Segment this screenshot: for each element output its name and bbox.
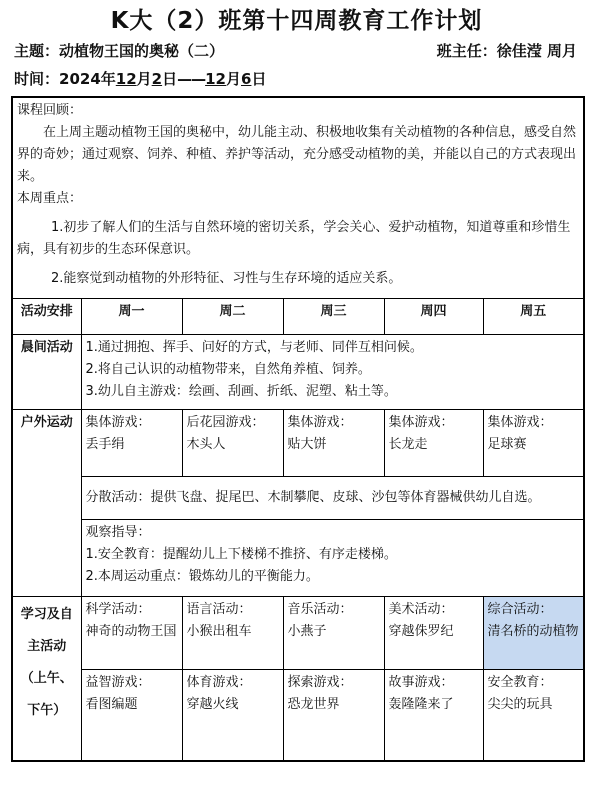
- activity-name: 穿越火线: [186, 697, 239, 712]
- study-cell: [283, 597, 384, 670]
- review-text: 在上周主题动植物王国的奥秘中，幼儿能主动、积极地收集有关动植物的各种信息，感受自然界的奇妙；通过观察、饲养、种植、养护等活动，充分感受动植物的美，并能以自己的方式表现出来。: [17, 125, 577, 184]
- study-cell: [283, 670, 384, 762]
- outdoor-game-cell: [81, 410, 182, 477]
- morning-row: [12, 335, 584, 410]
- outdoor-games-row: [12, 410, 584, 477]
- study-label-line: 主活动: [27, 639, 67, 654]
- activity-name: 看图编题: [85, 697, 138, 712]
- study-cell: [81, 670, 182, 762]
- game-name: 足球赛: [487, 437, 527, 452]
- study-cell-highlighted: [483, 597, 584, 670]
- activity-name: 清名桥的动植物: [487, 624, 579, 639]
- outdoor-free: [81, 477, 584, 520]
- teacher-value: 徐佳滢 周月: [496, 42, 577, 60]
- activity-type: 综合活动：: [487, 602, 553, 617]
- activity-type: 探索游戏：: [287, 675, 353, 690]
- date-end-month: 12: [205, 70, 226, 88]
- guide-line: 观察指导：: [85, 525, 151, 540]
- plan-table: [11, 96, 585, 762]
- activity-type: 故事游戏：: [388, 675, 454, 690]
- teacher-line: [437, 40, 577, 61]
- activity-name: 小燕子: [287, 624, 327, 639]
- date-start-month: 12: [115, 70, 137, 88]
- game-type: 后花园游戏：: [186, 415, 265, 430]
- activity-name: 轰隆隆来了: [388, 697, 454, 712]
- game-type: 集体游戏：: [388, 415, 454, 430]
- study-label-line: 下午）: [27, 703, 67, 718]
- study-cell: [81, 597, 182, 670]
- theme-value: 动植物王国的奥秘（二）: [59, 42, 225, 60]
- game-type: 集体游戏：: [487, 415, 553, 430]
- guide-line: 1.安全教育：提醒幼儿上下楼梯不推挤、有序走楼梯。: [85, 547, 397, 562]
- header-label: 活动安排: [12, 299, 81, 335]
- activity-name: 恐龙世界: [287, 697, 340, 712]
- game-name: 木头人: [186, 437, 226, 452]
- theme-line: [14, 40, 224, 61]
- study-label: [12, 597, 81, 762]
- study-label-line: 学习及自: [20, 607, 73, 622]
- activity-name: 穿越侏罗纪: [388, 624, 454, 639]
- focus-heading: 本周重点：: [17, 191, 83, 206]
- outdoor-game-cell: [283, 410, 384, 477]
- theme-label: 主题：: [14, 42, 60, 60]
- activity-type: 体育游戏：: [186, 675, 252, 690]
- review-heading: 课程回顾：: [17, 103, 83, 118]
- activity-name: 神奇的动物王国: [85, 624, 177, 639]
- date-month-char-2: 月: [225, 70, 241, 88]
- activity-type: 安全教育：: [487, 675, 553, 690]
- date-day-char-2: 日: [251, 70, 267, 88]
- date-end-day: 6: [241, 70, 252, 88]
- activity-type: 语言活动：: [186, 602, 252, 617]
- guide-line: 2.本周运动重点：锻炼幼儿的平衡能力。: [85, 569, 319, 584]
- page-title: K大（2）班第十四周教育工作计划: [110, 8, 483, 34]
- study-cell: [182, 670, 283, 762]
- outdoor-label: 户外运动: [12, 410, 81, 597]
- teacher-label: 班主任：: [436, 42, 497, 60]
- activity-type: 科学活动：: [85, 602, 151, 617]
- review-cell: [12, 97, 584, 299]
- study-row-1: [12, 597, 584, 670]
- study-cell: [182, 597, 283, 670]
- morning-line: 2.将自己认识的动植物带来，自然角养植、饲养。: [85, 362, 371, 377]
- outdoor-free-row: [12, 477, 584, 520]
- study-cell: [384, 597, 483, 670]
- day-fri: 周五: [483, 299, 584, 335]
- date-label: 时间：: [14, 70, 60, 88]
- focus-item: 2.能察觉到动植物的外形特征、习性与生存环境的适应关系。: [51, 271, 402, 286]
- date-year: 2024年: [59, 70, 116, 88]
- date-separator: ——: [177, 70, 206, 88]
- day-mon: 周一: [81, 299, 182, 335]
- date-day-char: 日: [162, 70, 178, 88]
- game-name: 贴大饼: [287, 437, 327, 452]
- study-cell: [384, 670, 483, 762]
- study-row-2: [12, 670, 584, 762]
- day-wed: 周三: [283, 299, 384, 335]
- morning-label: 晨间活动: [12, 335, 81, 410]
- review-row: [12, 97, 584, 299]
- header-row: [12, 299, 584, 335]
- morning-content: [81, 335, 584, 410]
- outdoor-guide: [81, 520, 584, 597]
- outdoor-game-cell: [384, 410, 483, 477]
- outdoor-guide-row: [12, 520, 584, 597]
- date-month-char: 月: [136, 70, 152, 88]
- activity-type: 益智游戏：: [85, 675, 151, 690]
- activity-name: 小猴出租车: [186, 624, 252, 639]
- outdoor-game-cell: [182, 410, 283, 477]
- date-start-day: 2: [151, 70, 163, 88]
- date-line: [14, 68, 266, 89]
- free-activity-text: 分散活动：提供飞盘、捉尾巴、木制攀爬、皮球、沙包等体育器械供幼儿自选。: [85, 490, 541, 505]
- outdoor-game-cell: [483, 410, 584, 477]
- day-thu: 周四: [384, 299, 483, 335]
- game-type: 集体游戏：: [85, 415, 151, 430]
- activity-type: 音乐活动：: [287, 602, 353, 617]
- game-type: 集体游戏：: [287, 415, 353, 430]
- focus-item: 1.初步了解人们的生活与自然环境的密切关系，学会关心、爱护动植物，知道尊重和珍惜生病，具有初步的生态环保意识。: [17, 220, 571, 257]
- activity-type: 美术活动：: [388, 602, 454, 617]
- morning-line: 1.通过拥抱、挥手、问好的方式，与老师、同伴互相问候。: [85, 340, 423, 355]
- morning-line: 3.幼儿自主游戏：绘画、刮画、折纸、泥塑、粘土等。: [85, 384, 397, 399]
- activity-name: 尖尖的玩具: [487, 697, 553, 712]
- day-tue: 周二: [182, 299, 283, 335]
- game-name: 丢手绢: [85, 437, 125, 452]
- study-label-line: （上午、: [20, 671, 73, 686]
- game-name: 长龙走: [388, 437, 428, 452]
- study-cell: [483, 670, 584, 762]
